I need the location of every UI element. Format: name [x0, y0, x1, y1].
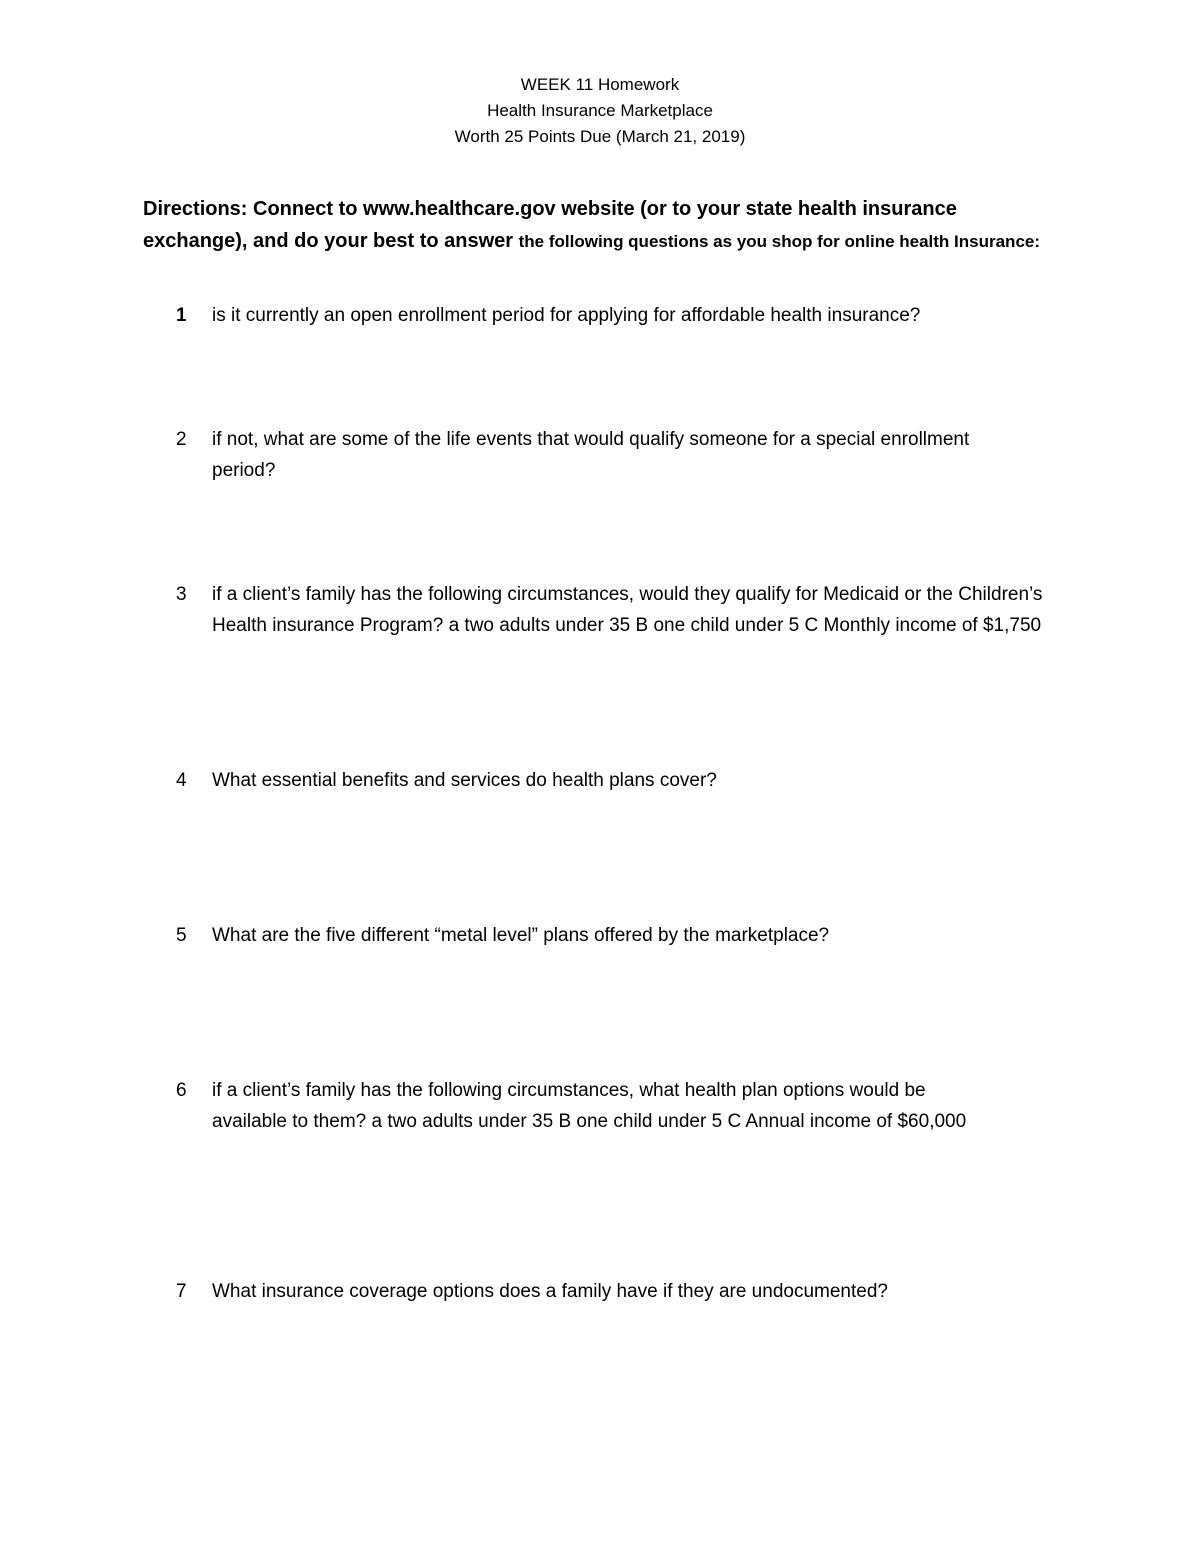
question-text: if a client’s family has the following circumstances, what health plan options would be available to them? a two adults under 35 B one child under 5 C Annual income of $60,000 — [212, 1080, 967, 1132]
question-number: 1 — [176, 305, 187, 326]
question-text: What are the five different “metal level” plans offered by the marketplace? — [212, 925, 830, 946]
document-header — [0, 72, 1200, 150]
question-text: What insurance coverage options does a family have if they are undocumented? — [212, 1281, 888, 1302]
question-number: 2 — [176, 429, 187, 450]
question-number: 5 — [176, 925, 187, 946]
question-text: is it currently an open enrollment period for applying for affordable health insurance? — [212, 305, 921, 326]
question-number: 3 — [176, 584, 187, 605]
directions-tail: the following questions as you shop for online health Insurance: — [518, 232, 1041, 251]
header-subject: Health Insurance Marketplace — [487, 101, 713, 120]
question-text: if a client’s family has the following circumstances, would they qualify for Medicaid or the Children’s Health insurance Program? a two adults under 35 B one child under 5 C Monthly income of $1,750 — [212, 584, 1043, 636]
directions-lead: Directions: Connect to www.healthcare.gov website (or to your state health insurance exchange), and do your best to answer — [143, 198, 957, 252]
question-number: 7 — [176, 1281, 187, 1302]
question-number: 6 — [176, 1080, 187, 1101]
header-week-title: WEEK 11 Homework — [520, 75, 680, 94]
question-number: 4 — [176, 770, 187, 791]
header-points-due: Worth 25 Points Due (March 21, 2019) — [454, 127, 746, 146]
question-text: What essential benefits and services do health plans cover? — [212, 770, 717, 791]
question-text: if not, what are some of the life events that would qualify someone for a special enrollment period? — [212, 429, 970, 481]
directions-paragraph — [143, 194, 1043, 258]
